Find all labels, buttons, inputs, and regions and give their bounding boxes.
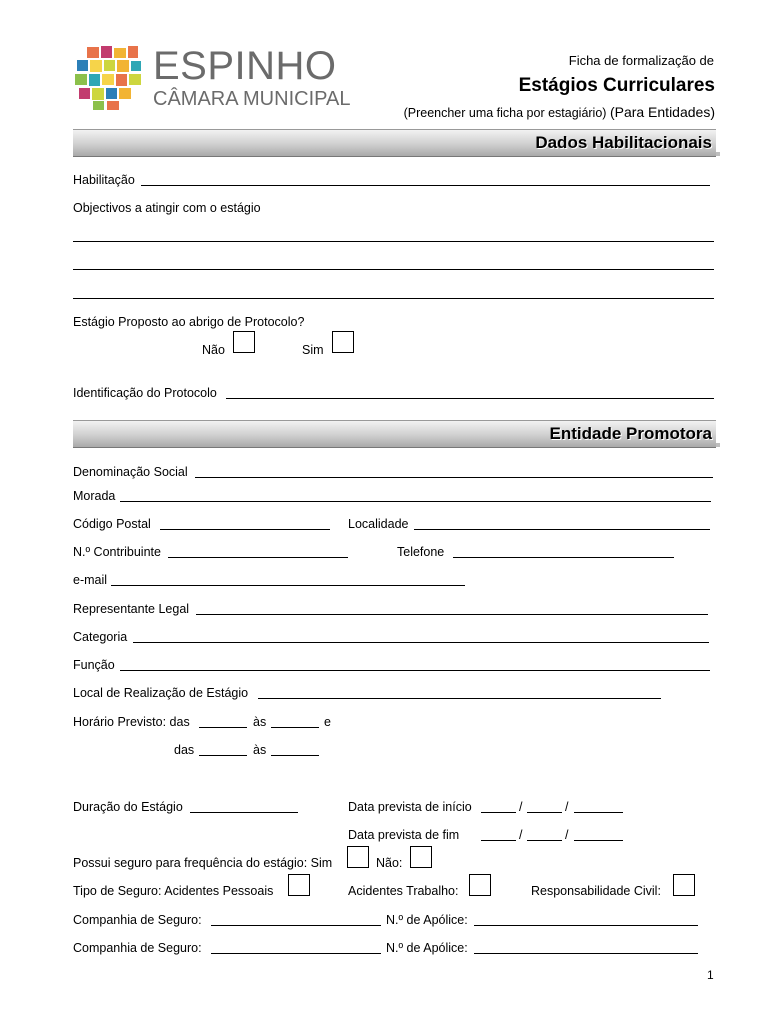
section-title-habilitacionais: Dados Habilitacionais <box>535 133 712 152</box>
label-denominacao: Denominação Social <box>73 465 188 479</box>
label-habilitacao: Habilitação <box>73 173 135 187</box>
label-tipo-seguro: Tipo de Seguro: Acidentes Pessoais <box>73 884 274 898</box>
checkbox-protocolo-sim[interactable] <box>332 331 354 353</box>
field-duracao[interactable] <box>190 812 298 813</box>
checkbox-acidentes-trabalho[interactable] <box>469 874 491 896</box>
section-title-promotora: Entidade Promotora <box>549 424 712 443</box>
field-fim-ano[interactable] <box>574 840 623 841</box>
field-horario-das-1[interactable] <box>199 727 247 728</box>
label-local-estagio: Local de Realização de Estágio <box>73 686 249 700</box>
checkbox-protocolo-nao[interactable] <box>233 331 255 353</box>
logo <box>73 44 351 114</box>
label-protocolo-nao: Não <box>202 343 225 357</box>
checkbox-acidentes-pessoais[interactable] <box>288 874 310 896</box>
field-apolice-2[interactable] <box>474 953 698 954</box>
field-inicio-dia[interactable] <box>481 812 516 813</box>
label-horario-as-2: às <box>253 743 267 757</box>
field-habilitacao[interactable] <box>141 185 710 186</box>
label-categoria: Categoria <box>73 630 128 644</box>
field-funcao[interactable] <box>120 670 710 671</box>
label-apolice-2: N.º de Apólice: <box>386 941 468 955</box>
field-fim-mes[interactable] <box>527 840 562 841</box>
label-email: e-mail <box>73 573 108 587</box>
label-companhia-1: Companhia de Seguro: <box>73 913 202 927</box>
slash: / <box>519 828 523 842</box>
field-apolice-1[interactable] <box>474 925 698 926</box>
label-horario-das-2: das <box>174 743 195 757</box>
field-contribuinte[interactable] <box>168 557 348 558</box>
section-bar-habilitacionais <box>73 129 716 157</box>
section-bar-promotora <box>73 420 716 448</box>
label-protocolo-question: Estágio Proposto ao abrigo de Protocolo? <box>73 315 305 329</box>
form-note-entities: (Para Entidades) <box>609 104 715 120</box>
label-identificacao-protocolo: Identificação do Protocolo <box>73 386 217 400</box>
field-localidade[interactable] <box>414 529 710 530</box>
label-apolice-1: N.º de Apólice: <box>386 913 468 927</box>
label-acidentes-trabalho: Acidentes Trabalho: <box>348 884 459 898</box>
form-title: Estágios Curriculares <box>518 75 715 96</box>
field-codigo-postal[interactable] <box>160 529 330 530</box>
label-telefone: Telefone <box>397 545 445 559</box>
field-telefone[interactable] <box>453 557 674 558</box>
field-local-estagio[interactable] <box>258 698 661 699</box>
field-identificacao-protocolo[interactable] <box>226 398 714 399</box>
label-horario-e: e <box>324 715 331 729</box>
page-number: 1 <box>707 968 714 982</box>
field-horario-as-1[interactable] <box>271 727 319 728</box>
field-objectivos-line-2[interactable] <box>73 269 714 270</box>
label-representante: Representante Legal <box>73 602 190 616</box>
label-funcao: Função <box>73 658 115 672</box>
label-morada: Morada <box>73 489 116 503</box>
checkbox-responsabilidade-civil[interactable] <box>673 874 695 896</box>
label-duracao: Duração do Estágio <box>73 800 183 814</box>
label-seguro-nao: Não: <box>376 856 403 870</box>
label-seguro-question: Possui seguro para frequência do estágio: Sim <box>73 856 333 870</box>
slash: / <box>519 800 523 814</box>
slash: / <box>565 828 569 842</box>
label-localidade: Localidade <box>348 517 409 531</box>
field-categoria[interactable] <box>133 642 709 643</box>
field-inicio-ano[interactable] <box>574 812 623 813</box>
checkbox-seguro-sim[interactable] <box>347 846 369 868</box>
field-morada[interactable] <box>120 501 711 502</box>
field-companhia-2[interactable] <box>211 953 381 954</box>
field-horario-das-2[interactable] <box>199 755 247 756</box>
label-horario-as-1: às <box>253 715 267 729</box>
logo-name: ESPINHO <box>153 44 337 88</box>
slash: / <box>565 800 569 814</box>
label-objectivos: Objectivos a atingir com o estágio <box>73 201 261 215</box>
logo-mosaic-icon <box>73 44 145 112</box>
field-objectivos-line-1[interactable] <box>73 241 714 242</box>
field-email[interactable] <box>111 585 465 586</box>
label-responsabilidade-civil: Responsabilidade Civil: <box>531 884 661 898</box>
field-horario-as-2[interactable] <box>271 755 319 756</box>
form-note <box>404 104 715 120</box>
logo-subtitle: CÂMARA MUNICIPAL <box>153 88 351 110</box>
label-data-inicio: Data prevista de início <box>348 800 472 814</box>
label-codigo-postal: Código Postal <box>73 517 151 531</box>
label-horario: Horário Previsto: das <box>73 715 190 729</box>
field-fim-dia[interactable] <box>481 840 516 841</box>
label-contribuinte: N.º Contribuinte <box>73 545 161 559</box>
field-inicio-mes[interactable] <box>527 812 562 813</box>
checkbox-seguro-nao[interactable] <box>410 846 432 868</box>
field-objectivos-line-3[interactable] <box>73 298 714 299</box>
field-companhia-1[interactable] <box>211 925 381 926</box>
field-denominacao[interactable] <box>195 477 713 478</box>
label-companhia-2: Companhia de Seguro: <box>73 941 202 955</box>
field-representante[interactable] <box>196 614 708 615</box>
label-protocolo-sim: Sim <box>302 343 324 357</box>
form-caption: Ficha de formalização de <box>568 53 714 68</box>
label-data-fim: Data prevista de fim <box>348 828 460 842</box>
form-note-text: (Preencher uma ficha por estagiário) <box>403 106 607 120</box>
